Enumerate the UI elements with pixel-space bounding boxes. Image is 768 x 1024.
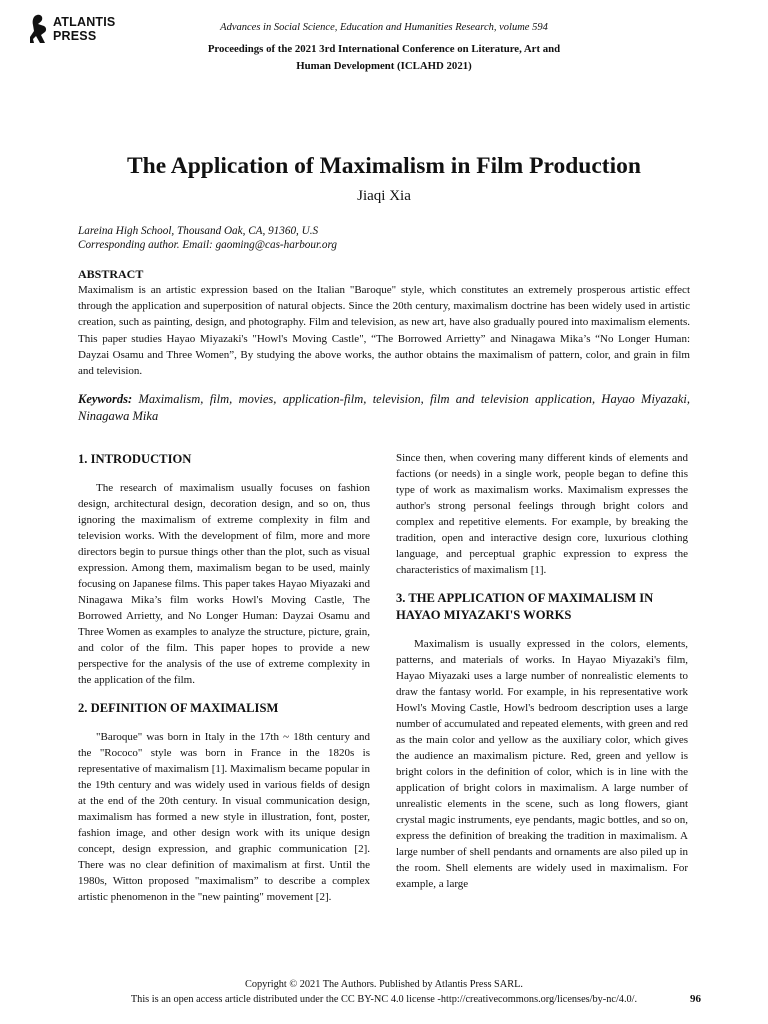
section-1-paragraph: The research of maximalism usually focuses on fashion design, architectural design, decoration design, and so on, thus ignoring the maximalism of extreme complexity in film and television works. With the development of film, more and more directors begin to pursue things other than the plot, such as visual expression. Among them, maximalism began to be used, mainly focusing on Japanese films. This paper takes Hayao Miyazaki and Ninagawa Mika’s film works Howl's Moving Castle, The Borrowed Arrietty, and No Longer Human: Dayzai Osamu and Three Women as examples to analyze the structure, picture, grain, and color of the film. This paper hopes to provide a new perspective for the analysis of the use of extreme complexity in the application of the film. <box>78 482 370 686</box>
corresponding-author: Corresponding author. Email: gaoming@cas-harbour.org <box>78 239 338 251</box>
keywords <box>78 391 690 424</box>
keywords-list: Maximalism, film, movies, application-film, television, film and television application, Hayao Miyazaki, Ninagawa Mika <box>78 392 690 423</box>
right-column <box>396 450 688 892</box>
paper-author: Jiaqi Xia <box>357 188 411 204</box>
proceedings-line-1: Proceedings of the 2021 3rd International Conference on Literature, Art and <box>207 43 561 55</box>
abstract-text: Maximalism is an artistic expression based on the Italian "Baroque" style, which constitutes an extremely prosperous artistic effect through the application and superposition of natural objects. Since the 20th century, maximalism doctrine has been widely used in artistic creation, such as painting, design, and photography. Film and television, as new art, have also gradually poured into maximalism elements. This paper studies Hayao Miyazaki's "Howl's Moving Castle", “The Borrowed Arrietty” and Ninagawa Mika’s “No Longer Human: Dayzai Osamu and Three Women”, By studying the above works, the author obtains the maximalism of pattern, color, and grain in film and television. <box>78 284 690 378</box>
abstract-heading: ABSTRACT <box>78 267 144 281</box>
publisher-logo <box>28 13 123 49</box>
paper-title: The Application of Maximalism in Film Production <box>127 153 641 179</box>
journal-series: Advances in Social Science, Education and Humanities Research, volume 594 <box>220 22 548 33</box>
left-column <box>78 451 370 905</box>
section-3-heading: 3. THE APPLICATION OF MAXIMALISM IN HAYAO MIYAZAKI'S WORKS <box>396 591 654 622</box>
logo-line-1: ATLANTIS <box>53 15 116 29</box>
logo-line-2: PRESS <box>53 29 97 43</box>
section-3-paragraph: Maximalism is usually expressed in the colors, elements, patterns, and materials of works. In Hayao Miyazaki's film, Hayao Miyazaki uses a large number of nonrealistic elements to draw the fantasy world. For example, in his representative work Howl's Moving Castle, Howl's bedroom description uses a large number of accumulated and repeated elements, with green and red as the main color and yellow as the auxiliary color, which gives the audience an maximalism picture. Red, green and yellow is bright colors in the definition of color, which is in line with the application of bright colors in maximalism. A large number of unrealistic elements in the scene, such as long flowers, giant crystal magic instruments, eye pendants, magic bottles, and so on, express the definition of breaking the tradition in maximalism. A large number of shell pendants and ornaments are also piled up in the room. Shell elements are widely used in maximalism. For example, a large <box>396 638 688 890</box>
page-number: 96 <box>690 993 701 1005</box>
section-2-heading: 2. DEFINITION OF MAXIMALISM <box>78 701 279 715</box>
section-1-heading: 1. INTRODUCTION <box>78 452 192 466</box>
proceedings-line-2: Human Development (ICLAHD 2021) <box>296 60 472 72</box>
footer-copyright: Copyright © 2021 The Authors. Published by Atlantis Press SARL. <box>245 979 523 990</box>
affiliation-block <box>78 224 337 252</box>
proceedings-title <box>150 41 618 75</box>
atlantis-figure-icon <box>28 13 52 45</box>
affiliation: Lareina High School, Thousand Oak, CA, 91360, U.S <box>78 225 319 237</box>
section-2-paragraph-2: Since then, when covering many different kinds of elements and factions (or needs) in a single work, people began to define this type of work as maximalism works. Maximalism expresses the author's strong personal feelings through bright colors and complex and repetitive elements. For example, by breaking the tradition, open and interactive design core, luxurious clothing language, and perceptual graphic expression to express the characteristics of maximalism [1]. <box>396 452 688 576</box>
footer-license: This is an open access article distributed under the CC BY-NC 4.0 license -http://creativecommons.org/licenses/by-nc/4.0/. <box>130 994 638 1005</box>
keywords-label: Keywords: <box>78 392 133 406</box>
section-2-paragraph-1: "Baroque" was born in Italy in the 17th ~ 18th century and the "Rococo" style was born in France in the 1820s is representative of maximalism [1]. Maximalism became popular in the 19th century and was widely used in various fields of design at the end of the 20th century. In visual communication design, maximalism has formed a new style in illustration, font, poster, fashion image, and other design work with its unique design concept, design expression, and graphic communication [2]. There was no clear definition of maximalism at first. Until the 1980s, Witton proposed "maximalism” to describe a complex artistic phenomenon in the "new painting" movement [2]. <box>78 731 370 903</box>
